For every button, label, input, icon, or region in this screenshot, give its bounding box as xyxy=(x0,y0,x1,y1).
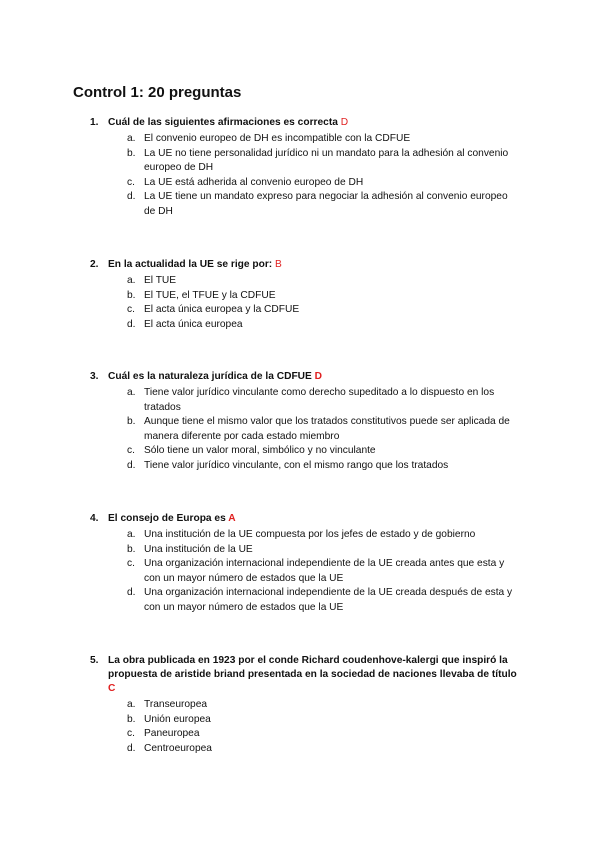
option-d xyxy=(127,459,540,474)
option-letter: a. xyxy=(127,699,136,710)
option-a xyxy=(127,698,540,713)
option-c xyxy=(127,557,540,586)
answer-key: C xyxy=(108,683,116,694)
option-text: El convenio europeo de DH es incompatible con la CDFUE xyxy=(144,133,411,144)
options-list xyxy=(90,528,540,616)
option-text: Unión europea xyxy=(144,713,211,725)
option-c xyxy=(127,303,540,318)
option-letter: a. xyxy=(127,387,136,398)
option-text: Sólo tiene un valor moral, simbólico y no vinculante xyxy=(144,445,376,457)
question-number: 1. xyxy=(90,117,99,128)
option-c xyxy=(127,444,540,459)
question-5 xyxy=(90,654,540,756)
option-b xyxy=(127,289,540,304)
option-letter: c. xyxy=(127,445,135,457)
option-letter: b. xyxy=(127,289,136,301)
options-list xyxy=(90,386,540,474)
option-text: La UE está adherida al convenio europeo de DH xyxy=(144,176,364,188)
option-b xyxy=(127,415,540,444)
option-text: Una institución de la UE xyxy=(144,543,253,555)
option-text: Tiene valor jurídico vinculante, con el mismo rango que los tratados xyxy=(144,459,449,471)
option-text: Una organización internacional independiente de la UE creada antes que esta y con un mayor número de estados que la UE xyxy=(144,558,505,584)
option-letter: d. xyxy=(127,742,136,754)
option-text: Paneuropea xyxy=(144,728,200,740)
answer-key: D xyxy=(340,117,349,128)
option-letter: b. xyxy=(127,147,136,159)
answer-key: D xyxy=(314,371,323,382)
option-a xyxy=(127,528,540,543)
option-letter: b. xyxy=(127,543,136,555)
question-header xyxy=(90,258,540,272)
option-text: Aunque tiene el mismo valor que los tratados constitutivos puede ser aplicada de manera diferente por cada estado miembro xyxy=(144,416,510,442)
options-list xyxy=(90,274,540,332)
option-text: Una institución de la UE compuesta por los jefes de estado y de gobierno xyxy=(144,529,476,540)
option-letter: d. xyxy=(127,191,136,203)
option-letter: d. xyxy=(127,459,136,471)
question-number: 3. xyxy=(90,371,99,382)
option-letter: c. xyxy=(127,558,135,570)
question-number: 2. xyxy=(90,259,99,270)
question-text: Cuál es la naturaleza jurídica de la CDFUE xyxy=(108,371,312,382)
option-text: El TUE xyxy=(144,275,177,286)
option-b xyxy=(127,543,540,558)
options-list xyxy=(90,698,540,756)
option-letter: d. xyxy=(127,587,136,599)
question-text: Cuál de las siguientes afirmaciones es correcta xyxy=(108,117,338,128)
option-letter: a. xyxy=(127,275,136,286)
option-d xyxy=(127,190,540,219)
option-a xyxy=(127,386,540,415)
question-header xyxy=(90,654,540,696)
options-list xyxy=(90,132,540,220)
option-b xyxy=(127,713,540,728)
question-4 xyxy=(90,512,540,616)
question-1 xyxy=(90,116,540,220)
question-text: El consejo de Europa es xyxy=(108,513,226,524)
option-text: Tiene valor jurídico vinculante como derecho supeditado a lo dispuesto en los tratados xyxy=(144,387,495,413)
option-d xyxy=(127,318,540,333)
option-b xyxy=(127,147,540,176)
option-text: La UE no tiene personalidad jurídico ni un mandato para la adhesión al convenio europeo de DH xyxy=(144,147,509,174)
option-d xyxy=(127,586,540,615)
option-text: Una organización internacional independiente de la UE creada después de esta y con un mayor número de estados que la UE xyxy=(144,587,513,613)
option-text: El TUE, el TFUE y la CDFUE xyxy=(144,289,276,301)
option-letter: a. xyxy=(127,529,136,540)
answer-key: A xyxy=(228,513,236,524)
option-text: Transeuropea xyxy=(144,699,208,710)
option-c xyxy=(127,727,540,742)
option-text: Centroeuropea xyxy=(144,742,212,754)
option-text: El acta única europea y la CDFUE xyxy=(144,304,300,316)
option-letter: c. xyxy=(127,176,135,188)
option-letter: a. xyxy=(127,133,136,144)
question-header xyxy=(90,512,540,526)
question-text: En la actualidad la UE se rige por: xyxy=(108,259,273,270)
question-text: La obra publicada en 1923 por el conde Richard coudenhove-kalergi que inspiró la propuesta de aristide briand presentada en la sociedad de naciones llevaba de título xyxy=(108,655,517,680)
option-a xyxy=(127,274,540,289)
question-number: 5. xyxy=(90,655,99,666)
option-d xyxy=(127,742,540,757)
question-3 xyxy=(90,370,540,474)
question-number: 4. xyxy=(90,513,99,524)
option-letter: d. xyxy=(127,318,136,330)
document-title: Control 1: 20 preguntas xyxy=(73,84,242,101)
option-letter: b. xyxy=(127,416,136,428)
option-letter: c. xyxy=(127,728,135,740)
option-c xyxy=(127,176,540,191)
answer-key: B xyxy=(275,259,282,270)
option-text: El acta única europea xyxy=(144,318,243,330)
option-text: La UE tiene un mandato expreso para negociar la adhesión al convenio europeo de DH xyxy=(144,191,508,217)
option-letter: b. xyxy=(127,713,136,725)
question-header xyxy=(90,370,540,384)
question-header xyxy=(90,116,540,130)
option-letter: c. xyxy=(127,304,135,316)
option-a xyxy=(127,132,540,147)
question-2 xyxy=(90,258,540,332)
